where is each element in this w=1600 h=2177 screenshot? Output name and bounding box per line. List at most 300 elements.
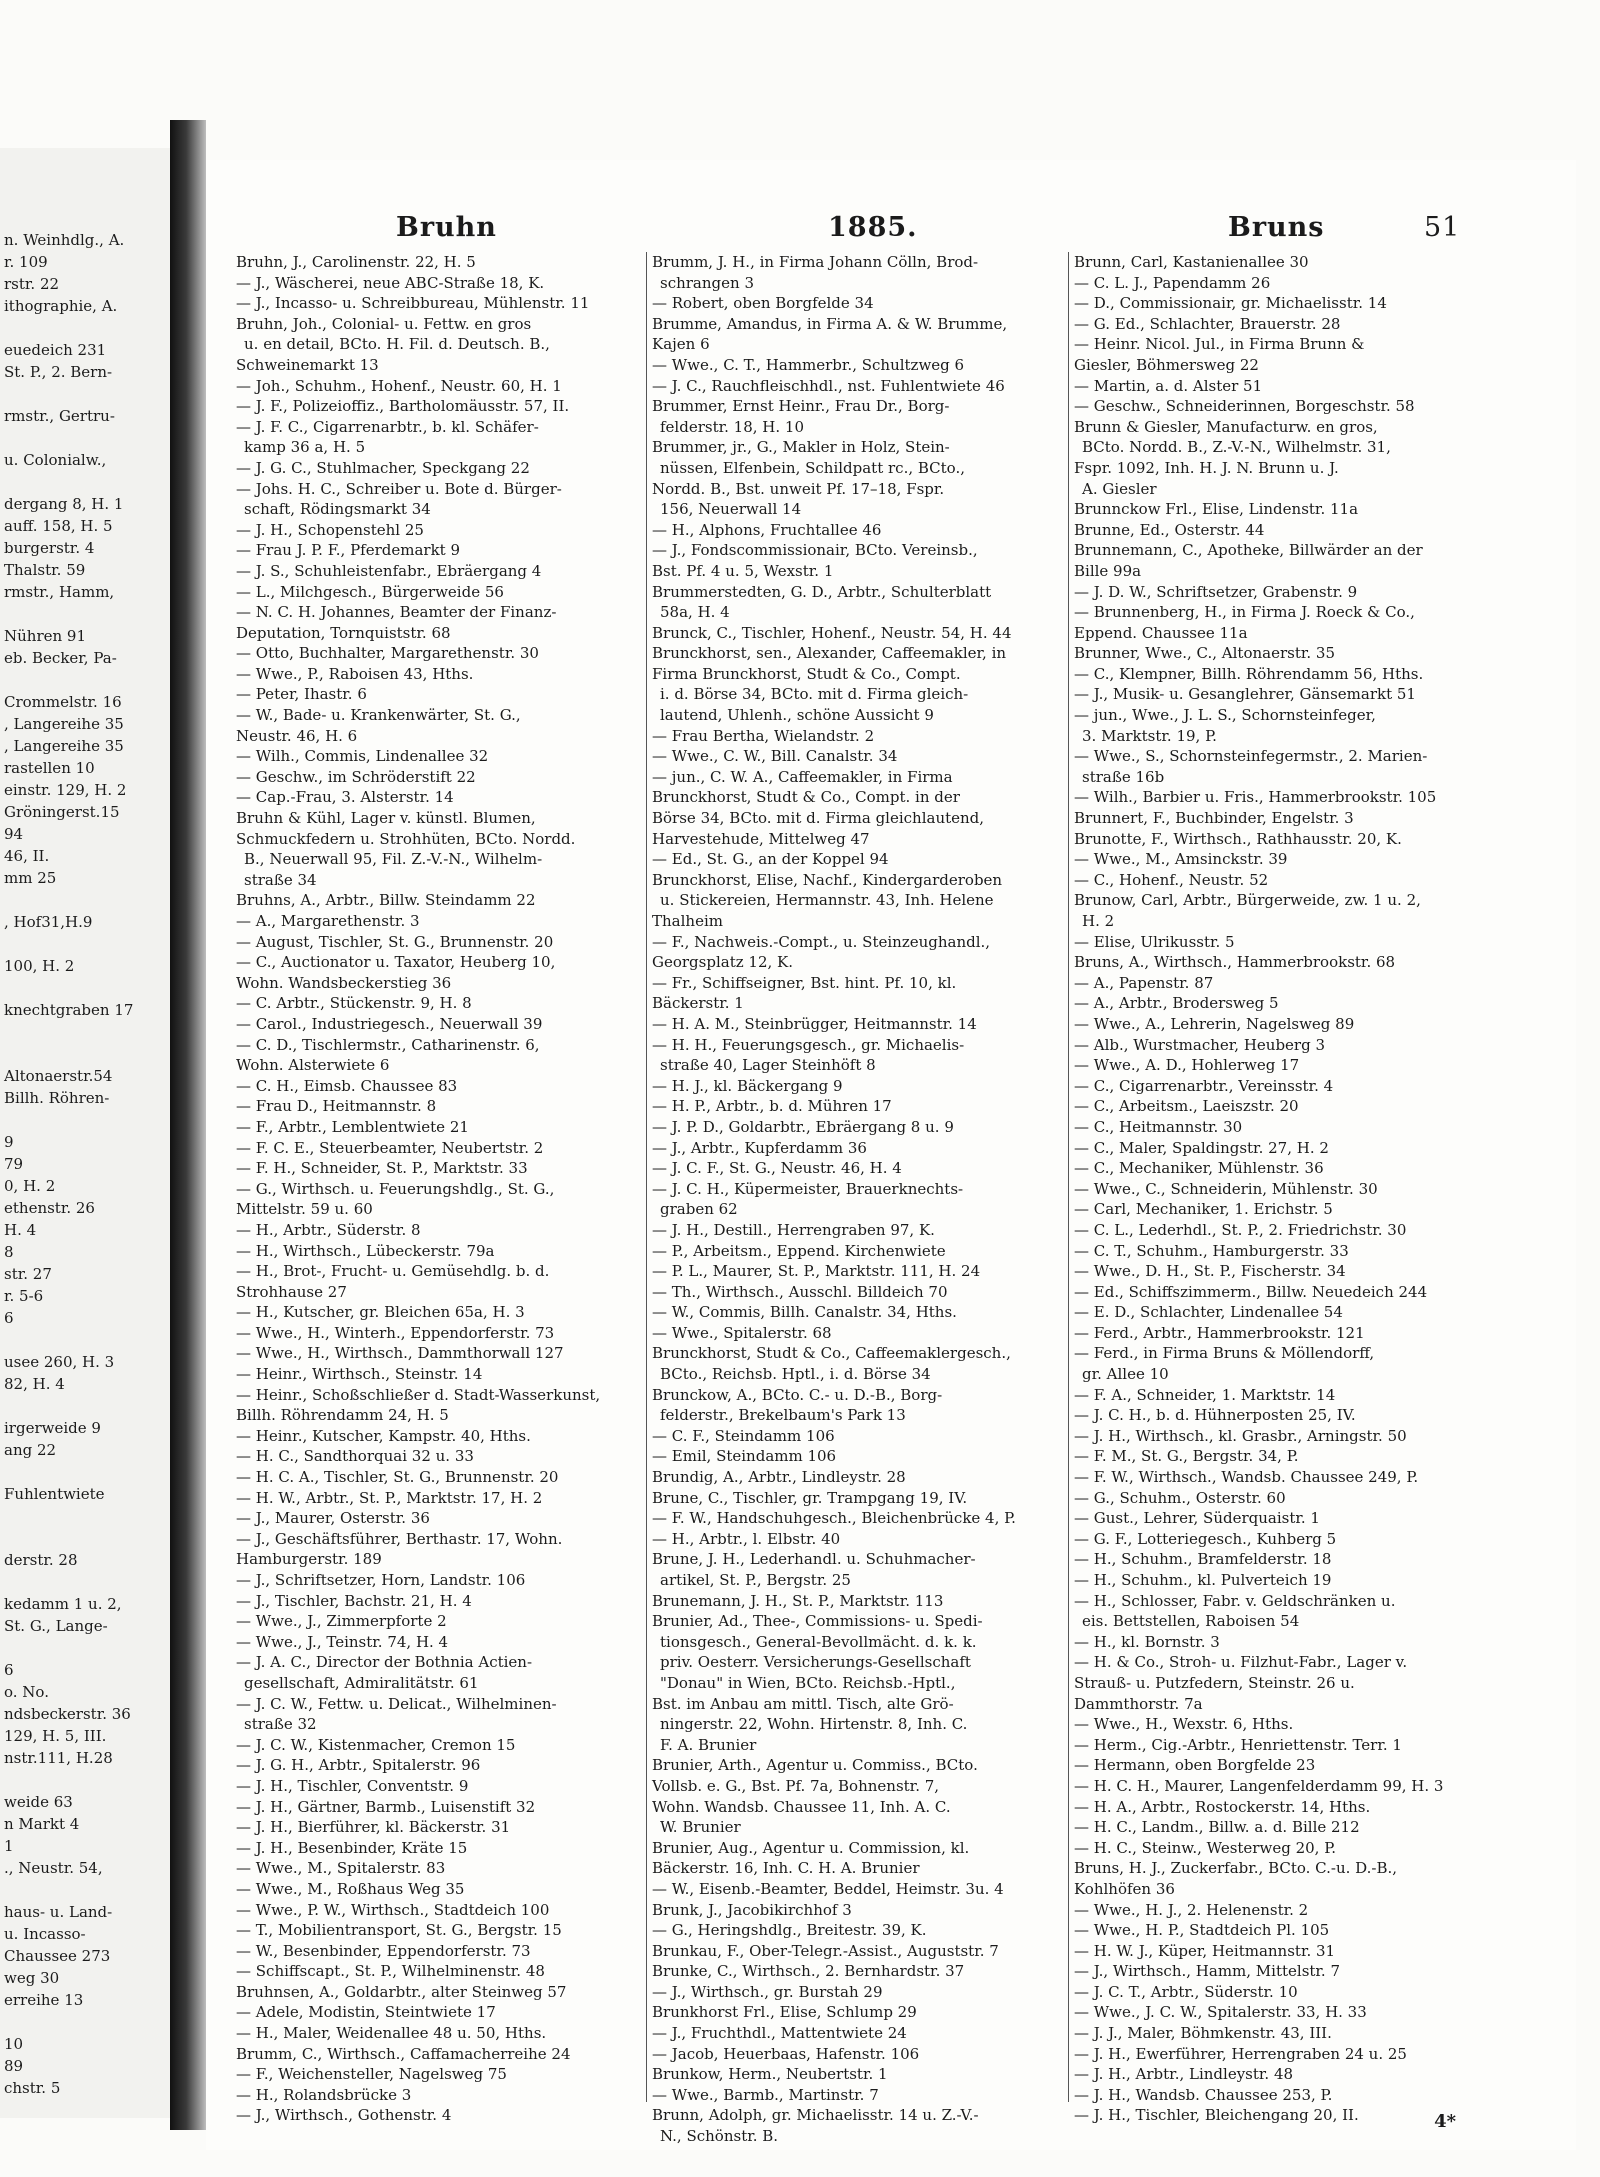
directory-entry: — J. J., Maler, Böhmkenstr. 43, III. [1074, 2024, 1332, 2043]
directory-entry: — Fr., Schiffseigner, Bst. hint. Pf. 10, kl. [652, 973, 957, 992]
signature-mark: 4* [1434, 2111, 1456, 2132]
directory-entry: — Frau J. P. F., Pferdemarkt 9 [236, 541, 461, 560]
previous-page-fragment: Crommelstr. 16 [4, 693, 122, 711]
directory-entry: Brunnemann, C., Apotheke, Billwärder an der [1074, 541, 1423, 560]
previous-page-fragment: 129, H. 5, III. [4, 1727, 107, 1745]
directory-entry: — H. J., kl. Bäckergang 9 [652, 1076, 843, 1095]
directory-entry: — W., Besenbinder, Eppendorferstr. 73 [236, 1941, 531, 1960]
directory-entry: — C., Maler, Spaldingstr. 27, H. 2 [1074, 1138, 1329, 1157]
directory-entry: — E. D., Schlachter, Lindenallee 54 [1074, 1303, 1343, 1322]
directory-entry: — H., Arbtr., Süderstr. 8 [236, 1220, 421, 1239]
directory-entry: Brummer, Ernst Heinr., Frau Dr., Borg- [652, 397, 950, 416]
directory-entry: — H., Rolandsbrücke 3 [236, 2085, 412, 2104]
directory-entry: Brunckhorst, Studt & Co., Caffeemaklergesch., [652, 1344, 1011, 1363]
directory-entry: Brunke, C., Wirthsch., 2. Bernhardstr. 37 [652, 1962, 965, 1981]
directory-entry: Strauß- u. Putzfedern, Steinstr. 26 u. [1074, 1673, 1355, 1692]
previous-page-fragment: Altonaerstr.54 [4, 1067, 113, 1085]
directory-entry: — H., Schuhm., Bramfelderstr. 18 [1074, 1550, 1332, 1569]
previous-page-fragment: 0, H. 2 [4, 1177, 56, 1195]
previous-page-fragment: kedamm 1 u. 2, [4, 1595, 122, 1613]
directory-entry: Brune, C., Tischler, gr. Trampgang 19, IV. [652, 1488, 968, 1507]
directory-entry: — H., Maler, Weidenallee 48 u. 50, Hths. [236, 2024, 547, 2043]
directory-entry: — Wwe., H. P., Stadtdeich Pl. 105 [1074, 1921, 1330, 1940]
directory-entry: A. Giesler [1082, 479, 1157, 498]
directory-entry: 3. Marktstr. 19, P. [1082, 726, 1217, 745]
directory-entry: Brunne, Ed., Osterstr. 44 [1074, 520, 1265, 539]
directory-entry: lautend, Uhlenh., schöne Aussicht 9 [660, 706, 934, 725]
column-3 [1074, 252, 1484, 2125]
directory-entry: — H. C., Steinw., Westerweg 20, P. [1074, 1838, 1337, 1857]
directory-entry: — J. C. W., Fettw. u. Delicat., Wilhelminen- [236, 1694, 557, 1713]
directory-entry: — P. L., Maurer, St. P., Marktstr. 111, H. 24 [652, 1262, 981, 1281]
previous-page-fragment: ethenstr. 26 [4, 1199, 95, 1217]
directory-entry: — N. C. H. Johannes, Beamter der Finanz- [236, 603, 557, 622]
directory-entry: — J. H., Bierführer, kl. Bäckerstr. 31 [236, 1818, 511, 1837]
directory-entry: Brumme, Amandus, in Firma A. & W. Brumme, [652, 314, 1008, 333]
directory-entry: priv. Oesterr. Versicherungs-Gesellschaft [660, 1653, 971, 1672]
directory-entry: — H. H., Feuerungsgesch., gr. Michaelis- [652, 1035, 965, 1054]
previous-page-fragment: o. No. [4, 1683, 49, 1701]
directory-entry: — F., Weichensteller, Nagelsweg 75 [236, 2065, 507, 2084]
column-2 [652, 252, 1064, 2146]
directory-entry: gr. Allee 10 [1082, 1365, 1169, 1384]
directory-entry: Brumm, J. H., in Firma Johann Cölln, Brod- [652, 253, 979, 271]
directory-entry: — Geschw., im Schröderstift 22 [236, 767, 476, 786]
directory-entry: BCto. Nordd. B., Z.-V.-N., Wilhelmstr. 31, [1082, 438, 1391, 457]
directory-entry: — Heinr., Kutscher, Kampstr. 40, Hths. [236, 1426, 531, 1445]
directory-entry: Billh. Röhrendamm 24, H. 5 [236, 1406, 449, 1425]
directory-entry: — C. F., Steindamm 106 [652, 1426, 835, 1445]
directory-entry: straße 40, Lager Steinhöft 8 [660, 1056, 876, 1075]
directory-entry: — H., Schuhm., kl. Pulverteich 19 [1074, 1571, 1332, 1589]
previous-page-fragment: 10 [4, 2035, 24, 2053]
directory-entry: Fspr. 1092, Inh. H. J. N. Brunn u. J. [1074, 458, 1339, 477]
directory-entry: — Geschw., Schneiderinnen, Borgeschstr. 58 [1074, 397, 1415, 416]
directory-entry: — J. C. W., Kistenmacher, Cremon 15 [236, 1735, 516, 1754]
directory-entry: — F. W., Handschuhgesch., Bleichenbrücke 4, P. [652, 1509, 1016, 1528]
directory-entry: Kohlhöfen 36 [1074, 1879, 1175, 1898]
previous-page-fragment: euedeich 231 [4, 341, 107, 359]
directory-entry: — J. H., Wandsb. Chaussee 253, P. [1074, 2085, 1333, 2104]
running-head-year: 1885. [828, 212, 918, 243]
directory-entry: — J. F., Polizeioffiz., Bartholomäusstr. 57, II. [236, 397, 570, 416]
directory-entry: Bäckerstr. 1 [652, 994, 744, 1013]
previous-page-fragment: 100, H. 2 [4, 957, 75, 975]
previous-page-fragment: dergang 8, H. 1 [4, 495, 124, 513]
directory-entry: Brunkau, F., Ober-Telegr.-Assist., Auguststr. 7 [652, 1941, 999, 1960]
directory-entry: Brunnert, F., Buchbinder, Engelstr. 3 [1074, 809, 1354, 828]
directory-entry: — J., Maurer, Osterstr. 36 [236, 1509, 430, 1528]
directory-entry: — Frau Bertha, Wielandstr. 2 [652, 726, 875, 745]
directory-entry: — J. G. H., Arbtr., Spitalerstr. 96 [236, 1756, 481, 1775]
directory-entry: — Wwe., S., Schornsteinfegermstr., 2. Marien- [1074, 747, 1428, 766]
directory-entry: Brunner, Wwe., C., Altonaerstr. 35 [1074, 644, 1336, 663]
directory-entry: — F. W., Wirthsch., Wandsb. Chaussee 249, P. [1074, 1468, 1419, 1487]
directory-entry: — Wwe., C. W., Bill. Canalstr. 34 [652, 747, 898, 766]
directory-entry: schaft, Rödingsmarkt 34 [244, 500, 431, 519]
directory-entry: — Wwe., J., Zimmerpforte 2 [236, 1612, 447, 1631]
directory-entry: — Ed., Schiffszimmerm., Billw. Neuedeich 244 [1074, 1282, 1428, 1301]
directory-entry: — J., Tischler, Bachstr. 21, H. 4 [236, 1591, 472, 1610]
directory-entry: gesellschaft, Admiralitätstr. 61 [244, 1673, 479, 1692]
previous-page-fragment: Nühren 91 [4, 627, 87, 645]
directory-entry: — H., kl. Bornstr. 3 [1074, 1632, 1220, 1651]
running-head-left: Bruhn [396, 212, 497, 243]
directory-entry: Bruhn, J., Carolinenstr. 22, H. 5 [236, 253, 476, 271]
directory-entry: BCto., Reichsb. Hptl., i. d. Börse 34 [660, 1365, 931, 1384]
directory-entry: Bst. Pf. 4 u. 5, Wexstr. 1 [652, 561, 834, 580]
directory-entry: eis. Bettstellen, Raboisen 54 [1082, 1612, 1300, 1631]
directory-entry: — H. A., Arbtr., Rostockerstr. 14, Hths. [1074, 1797, 1371, 1816]
directory-entry: — H., Kutscher, gr. Bleichen 65a, H. 3 [236, 1303, 525, 1322]
directory-entry: — J., Fondscommissionair, BCto. Vereinsb., [652, 541, 978, 560]
directory-entry: — W., Eisenb.-Beamter, Beddel, Heimstr. 3u. 4 [652, 1879, 1004, 1898]
directory-entry: — J. S., Schuhleistenfabr., Ebräergang 4 [236, 561, 542, 580]
previous-page-fragment: u. Colonialw., [4, 451, 107, 469]
previous-page-fragment: r. 5-6 [4, 1287, 44, 1305]
directory-entry: Bst. im Anbau am mittl. Tisch, alte Grö- [652, 1694, 954, 1713]
directory-entry: Strohhause 27 [236, 1282, 347, 1301]
directory-entry: Brunkow, Herm., Neubertstr. 1 [652, 2065, 888, 2084]
previous-page-fragment: rastellen 10 [4, 759, 95, 777]
previous-page-fragment: Thalstr. 59 [4, 561, 86, 579]
directory-entry: kamp 36 a, H. 5 [244, 438, 366, 457]
directory-entry: — Wwe., H., Winterh., Eppendorferstr. 73 [236, 1323, 555, 1342]
directory-entry: Brunotte, F., Wirthsch., Rathhausstr. 20, K. [1074, 829, 1402, 848]
directory-entry: Bruhn, Joh., Colonial- u. Fettw. en gros [236, 314, 532, 333]
directory-entry: — H. W., Arbtr., St. P., Marktstr. 17, H. 2 [236, 1488, 543, 1507]
directory-entry: — H. C., Sandthorquai 32 u. 33 [236, 1447, 474, 1466]
directory-entry: Bruhn & Kühl, Lager v. künstl. Blumen, [236, 809, 536, 828]
previous-page-fragment: 9 [4, 1133, 14, 1151]
directory-entry: artikel, St. P., Bergstr. 25 [660, 1571, 851, 1589]
directory-entry: Giesler, Böhmersweg 22 [1074, 355, 1259, 374]
directory-entry: — J. P. D., Goldarbtr., Ebräergang 8 u. 9 [652, 1117, 954, 1136]
directory-entry: Brunow, Carl, Arbtr., Bürgerweide, zw. 1 u. 2, [1074, 891, 1421, 910]
previous-page-fragment: rstr. 22 [4, 275, 60, 293]
previous-page-fragment: mm 25 [4, 869, 57, 887]
previous-page-fragment: St. G., Lange- [4, 1617, 108, 1635]
directory-entry: — Peter, Ihastr. 6 [236, 685, 367, 704]
directory-entry: Brunckhorst, Studt & Co., Compt. in der [652, 788, 960, 807]
directory-entry: — H. C., Landm., Billw. a. d. Bille 212 [1074, 1818, 1360, 1837]
directory-entry: Brunemann, J. H., St. P., Marktstr. 113 [652, 1591, 944, 1610]
previous-page-fragment: knechtgraben 17 [4, 1001, 134, 1019]
previous-page-fragment: Gröningerst.15 [4, 803, 120, 821]
directory-entry: "Donau" in Wien, BCto. Reichsb.-Hptl., [660, 1673, 956, 1692]
directory-entry: — Otto, Buchhalter, Margarethenstr. 30 [236, 644, 539, 663]
previous-page-fragment: ang 22 [4, 1441, 57, 1459]
previous-page-fragment: erreihe 13 [4, 1991, 84, 2009]
directory-entry: Hamburgerstr. 189 [236, 1550, 382, 1569]
directory-entry: 58a, H. 4 [660, 603, 730, 622]
directory-entry: — J. C., Rauchfleischhdl., nst. Fuhlentwiete 46 [652, 376, 1005, 395]
previous-page-fragment: nstr.111, H.28 [4, 1749, 113, 1767]
directory-entry: Brundig, A., Arbtr., Lindleystr. 28 [652, 1468, 906, 1487]
previous-page-fragment: Fuhlentwiete [4, 1485, 105, 1503]
directory-entry: — F. C. E., Steuerbeamter, Neubertstr. 2 [236, 1138, 544, 1157]
directory-entry: — A., Margarethenstr. 3 [236, 912, 420, 930]
directory-entry: Schweinemarkt 13 [236, 355, 379, 374]
directory-entry: — Wwe., P. W., Wirthsch., Stadtdeich 100 [236, 1900, 550, 1919]
directory-entry: — C. D., Tischlermstr., Catharinenstr. 6, [236, 1035, 540, 1054]
directory-entry: — H. C. H., Maurer, Langenfelderdamm 99, H. 3 [1074, 1776, 1444, 1795]
directory-entry: straße 34 [244, 870, 317, 889]
directory-entry: — J. C. T., Arbtr., Süderstr. 10 [1074, 1982, 1298, 2001]
previous-page-fragment: ithographie, A. [4, 297, 118, 315]
directory-entry: — J., Arbtr., Kupferdamm 36 [652, 1138, 867, 1157]
directory-entry: felderstr. 18, H. 10 [660, 417, 804, 436]
directory-entry: — F. A., Schneider, 1. Marktstr. 14 [1074, 1385, 1336, 1404]
directory-entry: — Wwe., J., Teinstr. 74, H. 4 [236, 1632, 449, 1651]
directory-entry: — Hermann, oben Borgfelde 23 [1074, 1756, 1316, 1775]
directory-entry: graben 62 [660, 1200, 738, 1219]
directory-entry: — W., Commis, Billh. Canalstr. 34, Hths. [652, 1303, 957, 1322]
directory-entry: ningerstr. 22, Wohn. Hirtenstr. 8, Inh. C. [660, 1715, 968, 1734]
directory-entry: — J., Fruchthdl., Mattentwiete 24 [652, 2024, 907, 2043]
directory-entry: — J., Musik- u. Gesanglehrer, Gänsemarkt 51 [1074, 685, 1416, 704]
directory-entry: — J. G. C., Stuhlmacher, Speckgang 22 [236, 458, 530, 477]
directory-entry: — H., Alphons, Fruchtallee 46 [652, 520, 882, 539]
previous-page-edge [0, 148, 173, 2118]
column-divider [1068, 252, 1069, 2102]
directory-entry: — Wwe., J. C. W., Spitalerstr. 33, H. 33 [1074, 2003, 1367, 2022]
previous-page-fragment: 6 [4, 1309, 14, 1327]
directory-entry: Brunk, J., Jacobikirchhof 3 [652, 1900, 852, 1919]
directory-entry: Brunn, Carl, Kastanienallee 30 [1074, 253, 1309, 271]
directory-entry: — J. H., Schopenstehl 25 [236, 520, 424, 539]
directory-entry: — Elise, Ulrikusstr. 5 [1074, 932, 1235, 951]
directory-entry: — Wwe., A. D., Hohlerweg 17 [1074, 1056, 1300, 1075]
directory-entry: Börse 34, BCto. mit d. Firma gleichlautend, [652, 809, 985, 828]
previous-page-fragment: weide 63 [4, 1793, 73, 1811]
directory-entry: N., Schönstr. B. [660, 2127, 779, 2146]
directory-entry: — Wilh., Barbier u. Fris., Hammerbrookstr. 105 [1074, 788, 1437, 807]
directory-entry: Bille 99a [1074, 561, 1142, 580]
directory-entry: Wohn. Wandsbeckerstieg 36 [236, 973, 452, 992]
directory-entry: — Robert, oben Borgfelde 34 [652, 294, 874, 313]
previous-page-fragment: derstr. 28 [4, 1551, 78, 1569]
directory-entry: Bäckerstr. 16, Inh. C. H. A. Brunier [652, 1859, 920, 1878]
directory-entry: Kajen 6 [652, 335, 710, 354]
directory-entry: — Jacob, Heuerbaas, Hafenstr. 106 [652, 2044, 920, 2063]
directory-entry: — F. M., St. G., Bergstr. 34, P. [1074, 1447, 1299, 1466]
directory-entry: — J., Schriftsetzer, Horn, Landstr. 106 [236, 1571, 526, 1589]
directory-entry: Wohn. Wandsb. Chaussee 11, Inh. A. C. [652, 1797, 951, 1816]
directory-entry: Bruns, H. J., Zuckerfabr., BCto. C.-u. D.-B., [1074, 1859, 1398, 1878]
directory-entry: Brunck, C., Tischler, Hohenf., Neustr. 54, H. 44 [652, 623, 1012, 642]
directory-entry: Bruhns, A., Arbtr., Billw. Steindamm 22 [236, 891, 536, 910]
directory-entry: — H., Arbtr., l. Elbstr. 40 [652, 1529, 841, 1548]
directory-entry: — J. C. H., b. d. Hühnerposten 25, IV. [1074, 1406, 1356, 1425]
directory-entry: Eppend. Chaussee 11a [1074, 623, 1248, 642]
directory-entry: — H., Wirthsch., Lübeckerstr. 79a [236, 1241, 495, 1260]
directory-entry: — F. H., Schneider, St. P., Marktstr. 33 [236, 1159, 528, 1178]
directory-entry: — Wwe., C., Schneiderin, Mühlenstr. 30 [1074, 1179, 1378, 1198]
directory-entry: — J. D. W., Schriftsetzer, Grabenstr. 9 [1074, 582, 1358, 601]
directory-entry: — Brunnenberg, H., in Firma J. Roeck & Co., [1074, 603, 1415, 622]
directory-entry: — Wwe., H., Wirthsch., Dammthorwall 127 [236, 1344, 564, 1363]
directory-entry: — J., Wirthsch., Hamm, Mittelstr. 7 [1074, 1962, 1341, 1981]
directory-entry: — H. A. M., Steinbrügger, Heitmannstr. 14 [652, 1014, 977, 1033]
previous-page-fragment: chstr. 5 [4, 2079, 61, 2097]
directory-entry: — J. C. H., Küpermeister, Brauerknechts- [652, 1179, 964, 1198]
directory-entry: — Emil, Steindamm 106 [652, 1447, 837, 1466]
directory-entry: Nordd. B., Bst. unweit Pf. 17–18, Fspr. [652, 479, 945, 498]
directory-entry: — Ferd., in Firma Bruns & Möllendorff, [1074, 1344, 1375, 1363]
previous-page-fragment: str. 27 [4, 1265, 52, 1283]
directory-entry: Mittelstr. 59 u. 60 [236, 1200, 373, 1219]
directory-entry: — F., Arbtr., Lemblentwiete 21 [236, 1117, 469, 1136]
directory-entry: Thalheim [652, 912, 723, 930]
directory-entry: — G., Heringshdlg., Breitestr. 39, K. [652, 1921, 927, 1940]
directory-entry: — G. Ed., Schlachter, Brauerstr. 28 [1074, 314, 1341, 333]
page-number: 51 [1424, 212, 1461, 243]
directory-entry: — J. H., Destill., Herrengraben 97, K. [652, 1220, 935, 1239]
directory-entry: — H. P., Arbtr., b. d. Mühren 17 [652, 1097, 892, 1116]
previous-page-fragment: , Hof31,H.9 [4, 913, 93, 931]
previous-page-fragment: rmstr., Hamm, [4, 583, 115, 601]
directory-entry: — C. H., Eimsb. Chaussee 83 [236, 1076, 458, 1095]
previous-page-fragment: ., Neustr. 54, [4, 1859, 103, 1877]
directory-entry: Brunckow, A., BCto. C.- u. D.-B., Borg- [652, 1385, 943, 1404]
directory-entry: — Alb., Wurstmacher, Heuberg 3 [1074, 1035, 1326, 1054]
directory-entry: — Adele, Modistin, Steintwiete 17 [236, 2003, 496, 2022]
directory-entry: Brune, J. H., Lederhandl. u. Schuhmacher- [652, 1550, 976, 1569]
directory-entry: Neustr. 46, H. 6 [236, 726, 358, 745]
previous-page-fragment: auff. 158, H. 5 [4, 517, 113, 535]
directory-entry: — C., Klempner, Billh. Röhrendamm 56, Hths. [1074, 664, 1424, 683]
previous-page-fragment: n Markt 4 [4, 1815, 80, 1833]
directory-entry: — H., Schlosser, Fabr. v. Geldschränken u. [1074, 1591, 1396, 1610]
previous-page-fragment: ndsbeckerstr. 36 [4, 1705, 131, 1723]
directory-entry: — C., Arbeitsm., Laeiszstr. 20 [1074, 1097, 1299, 1116]
directory-entry: — Herm., Cig.-Arbtr., Henriettenstr. Terr. 1 [1074, 1735, 1402, 1754]
directory-entry: — H. C. A., Tischler, St. G., Brunnenstr. 20 [236, 1468, 559, 1487]
previous-page-fragment: H. 4 [4, 1221, 37, 1239]
previous-page-fragment: 79 [4, 1155, 24, 1173]
directory-entry: Brunn, Adolph, gr. Michaelisstr. 14 u. Z.-V.- [652, 2106, 979, 2125]
directory-entry: — J. H., Gärtner, Barmb., Luisenstift 32 [236, 1797, 536, 1816]
previous-page-fragment: Billh. Röhren- [4, 1089, 110, 1107]
directory-entry: — Ed., St. G., an der Koppel 94 [652, 850, 889, 869]
column-divider [646, 252, 647, 2102]
directory-entry: Deputation, Tornquiststr. 68 [236, 623, 451, 642]
directory-entry: — Wwe., M., Roßhaus Weg 35 [236, 1879, 465, 1898]
directory-entry: — Wwe., H., Wexstr. 6, Hths. [1074, 1715, 1294, 1734]
previous-page-fragment: 8 [4, 1243, 14, 1261]
directory-entry: Brunier, Aug., Agentur u. Commission, kl. [652, 1838, 970, 1857]
directory-entry: — F., Nachweis.-Compt., u. Steinzeughandl., [652, 932, 991, 951]
directory-entry: — Schiffscapt., St. P., Wilhelminenstr. 48 [236, 1962, 545, 1981]
directory-entry: u. en detail, BCto. H. Fil. d. Deutsch. B., [244, 335, 550, 354]
previous-page-fragment: weg 30 [4, 1969, 60, 1987]
directory-entry: — Joh., Schuhm., Hohenf., Neustr. 60, H. 1 [236, 376, 562, 395]
directory-entry: — jun., C. W. A., Caffeemakler, in Firma [652, 767, 953, 786]
directory-entry: — Wwe., Barmb., Martinstr. 7 [652, 2085, 879, 2104]
directory-entry: Harvestehude, Mittelweg 47 [652, 829, 870, 848]
directory-entry: — C., Hohenf., Neustr. 52 [1074, 870, 1269, 889]
directory-entry: Bruhnsen, A., Goldarbtr., alter Steinweg 57 [236, 1982, 567, 2001]
directory-entry: — C. L. J., Papendamm 26 [1074, 273, 1271, 292]
directory-entry: — C., Cigarrenarbtr., Vereinsstr. 4 [1074, 1076, 1334, 1095]
directory-entry: Brummer, jr., G., Makler in Holz, Stein- [652, 438, 950, 457]
directory-entry: — Carol., Industriegesch., Neuerwall 39 [236, 1014, 543, 1033]
previous-page-fragment: 94 [4, 825, 24, 843]
directory-entry: straße 16b [1082, 767, 1165, 786]
directory-entry: — Heinr., Wirthsch., Steinstr. 14 [236, 1365, 483, 1384]
directory-entry: — Th., Wirthsch., Ausschl. Billdeich 70 [652, 1282, 948, 1301]
directory-entry: — G., Wirthsch. u. Feuerungshdlg., St. G., [236, 1179, 555, 1198]
directory-entry: Bruns, A., Wirthsch., Hammerbrookstr. 68 [1074, 953, 1396, 972]
directory-entry: — jun., Wwe., J. L. S., Schornsteinfeger, [1074, 706, 1376, 725]
directory-entry: — J. H., Tischler, Bleichengang 20, II. [1074, 2106, 1359, 2125]
directory-entry: — Frau D., Heitmannstr. 8 [236, 1097, 437, 1116]
directory-entry: schrangen 3 [660, 273, 754, 292]
directory-entry: — Wwe., D. H., St. P., Fischerstr. 34 [1074, 1262, 1346, 1281]
directory-entry: F. A. Brunier [660, 1735, 757, 1754]
directory-entry: — Gust., Lehrer, Süderquaistr. 1 [1074, 1509, 1320, 1528]
directory-entry: — Wilh., Commis, Lindenallee 32 [236, 747, 489, 766]
directory-entry: — J. H., Besenbinder, Kräte 15 [236, 1838, 468, 1857]
directory-entry: straße 32 [244, 1715, 317, 1734]
directory-entry: Brumm, C., Wirthsch., Caffamacherreihe 24 [236, 2044, 571, 2063]
directory-entry: — Carl, Mechaniker, 1. Erichstr. 5 [1074, 1200, 1333, 1219]
previous-page-fragment: 89 [4, 2057, 24, 2075]
directory-entry: Brunkhorst Frl., Elise, Schlump 29 [652, 2003, 917, 2022]
directory-entry: — L., Milchgesch., Bürgerweide 56 [236, 582, 504, 601]
directory-entry: — J., Wirthsch., Gothenstr. 4 [236, 2106, 452, 2125]
directory-entry: B., Neuerwall 95, Fil. Z.-V.-N., Wilhelm- [244, 850, 543, 869]
directory-entry: Wohn. Alsterwiete 6 [236, 1056, 390, 1075]
previous-page-fragment: r. 109 [4, 253, 48, 271]
directory-entry: — J., Wirthsch., gr. Burstah 29 [652, 1982, 883, 2001]
previous-page-fragment: , Langereihe 35 [4, 715, 124, 733]
directory-entry: — Wwe., A., Lehrerin, Nagelsweg 89 [1074, 1014, 1355, 1033]
directory-entry: — J., Geschäftsführer, Berthastr. 17, Wohn. [236, 1529, 563, 1548]
directory-entry: — Wwe., M., Spitalerstr. 83 [236, 1859, 446, 1878]
previous-page-fragment: , Langereihe 35 [4, 737, 124, 755]
directory-entry: — H. W. J., Küper, Heitmannstr. 31 [1074, 1941, 1336, 1960]
directory-entry: felderstr., Brekelbaum's Park 13 [660, 1406, 906, 1425]
previous-page-fragment: usee 260, H. 3 [4, 1353, 115, 1371]
directory-entry: — Heinr. Nicol. Jul., in Firma Brunn & [1074, 335, 1365, 354]
directory-entry: — Wwe., P., Raboisen 43, Hths. [236, 664, 474, 683]
directory-entry: u. Stickereien, Hermannstr. 43, Inh. Helene [660, 891, 994, 910]
directory-entry: — J. H., Tischler, Conventstr. 9 [236, 1776, 469, 1795]
directory-entry: — H. & Co., Stroh- u. Filzhut-Fabr., Lager v. [1074, 1653, 1408, 1672]
previous-page-fragment: einstr. 129, H. 2 [4, 781, 127, 799]
directory-entry: — J. H., Arbtr., Lindleystr. 48 [1074, 2065, 1294, 2084]
directory-entry: — C., Auctionator u. Taxator, Heuberg 10, [236, 953, 556, 972]
directory-entry: — C. L., Lederhdl., St. P., 2. Friedrichstr. 30 [1074, 1220, 1407, 1239]
previous-page-fragment: u. Incasso- [4, 1925, 86, 1943]
directory-entry: Vollsb. e. G., Bst. Pf. 7a, Bohnenstr. 7, [652, 1776, 940, 1795]
directory-entry: — G., Schuhm., Osterstr. 60 [1074, 1488, 1286, 1507]
directory-entry: — P., Arbeitsm., Eppend. Kirchenwiete [652, 1241, 946, 1260]
directory-entry: Brunn & Giesler, Manufacturw. en gros, [1074, 417, 1378, 436]
previous-page-fragment: St. P., 2. Bern- [4, 363, 113, 381]
directory-entry: H. 2 [1082, 912, 1115, 930]
directory-entry: — Wwe., M., Amsinckstr. 39 [1074, 850, 1288, 869]
directory-entry: — D., Commissionair, gr. Michaelisstr. 14 [1074, 294, 1387, 313]
previous-page-fragment: 1 [4, 1837, 14, 1855]
previous-page-fragment: 46, II. [4, 847, 50, 865]
previous-page-fragment: irgerweide 9 [4, 1419, 101, 1437]
directory-entry: — C. Arbtr., Stückenstr. 9, H. 8 [236, 994, 472, 1013]
directory-entry: — W., Bade- u. Krankenwärter, St. G., [236, 706, 521, 725]
directory-entry: — T., Mobilientransport, St. G., Bergstr. 15 [236, 1921, 562, 1940]
